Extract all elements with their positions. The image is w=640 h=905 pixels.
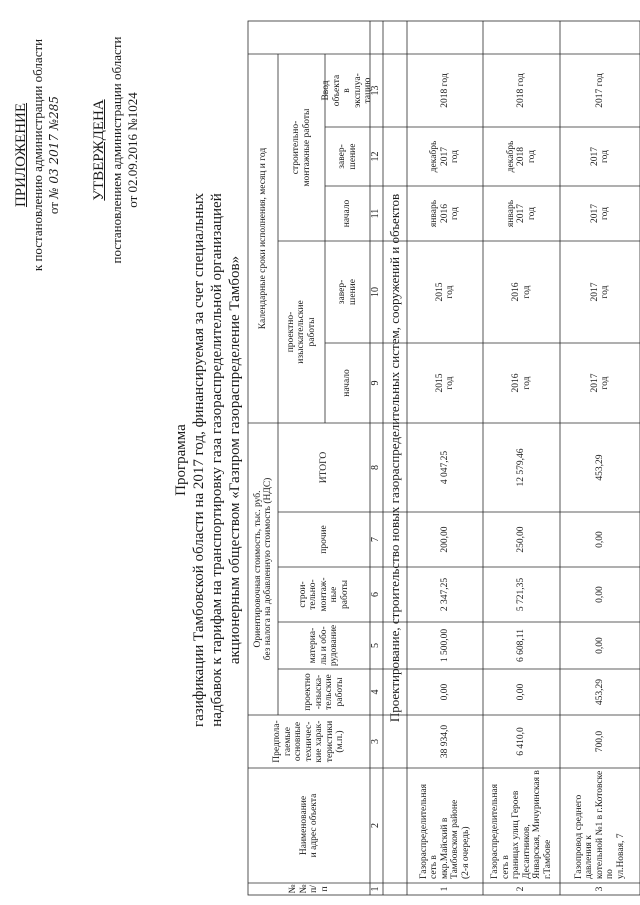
colnum-3: 3 bbox=[370, 739, 382, 744]
row-commission: 2018 год bbox=[439, 73, 450, 108]
header-design-cost: проектно -изыска- тельские работы bbox=[303, 673, 345, 711]
row-design-end: 2017 год bbox=[589, 282, 610, 302]
colnum-8: 8 bbox=[370, 465, 382, 470]
colnum-7: 7 bbox=[370, 537, 382, 542]
row-total: 4 047,25 bbox=[439, 450, 450, 485]
row-commission: 2018 год bbox=[516, 73, 527, 108]
row-build-end: декабрь 2017 год bbox=[429, 140, 461, 173]
handwritten-date-number: № 03 2017 №285 bbox=[47, 95, 61, 199]
header-commission: Ввод объекта в эксплуа- тацию bbox=[321, 73, 374, 108]
row-design-end: 2015 год bbox=[434, 282, 455, 302]
row-construction: 5 721,35 bbox=[516, 577, 527, 612]
approved-decree: от 02.09.2016 №1024 bbox=[125, 92, 140, 208]
row-name: Газораспределительная сеть в границах улиц Героев Десантников, Январская, Мичуринская в г.Тамбове bbox=[490, 770, 553, 879]
program-subtitle-line3: акционерным обществом «Газпром газораспределение Тамбов» bbox=[227, 255, 243, 665]
approved-line: постановлением администрации области bbox=[109, 36, 124, 264]
row-name: Газопровод среднего давления к котельной №1 в г.Котовске по ул.Новая, 7 bbox=[573, 770, 626, 879]
colnum-13: 13 bbox=[370, 85, 382, 96]
header-params: Предпола- гаемые основные техничес- кие харак- теристики (м.п.) bbox=[272, 720, 346, 763]
colnum-9: 9 bbox=[370, 380, 382, 386]
header-design-works: проектно- изыскательские работы bbox=[285, 300, 317, 364]
colnum-6: 6 bbox=[370, 592, 382, 597]
row-design-end: 2016 год bbox=[511, 282, 532, 302]
row-build-start: январь 2017 год bbox=[505, 199, 537, 228]
colnum-5: 5 bbox=[370, 643, 382, 648]
row-num: 1 bbox=[439, 886, 450, 892]
header-cost-group: Ориентировочная стоимость, тыс. руб. без налога на добавленную стоимость (НДС) bbox=[252, 477, 273, 661]
row-design-cost: 0,00 bbox=[439, 683, 450, 701]
row-build-end: 2017 год bbox=[589, 147, 610, 166]
colnum-1: 1 bbox=[370, 886, 382, 892]
row-params: 700,0 bbox=[594, 730, 605, 753]
row-num: 2 bbox=[516, 886, 527, 892]
appendix-line: к постановлению администрации области bbox=[30, 38, 45, 272]
row-other: 250,00 bbox=[516, 526, 527, 553]
header-build-end: завер- шение bbox=[337, 143, 358, 170]
row-name: Газораспределительная сеть в мкр.Майский в Тамбовском районе (2-я очередь) bbox=[418, 783, 471, 879]
row-params: 38 934,0 bbox=[439, 724, 450, 759]
appendix-date-prefix: от bbox=[46, 202, 61, 215]
header-construction: строи- тельно- монтаж- ные работы bbox=[297, 577, 350, 612]
row-materials: 1 500,00 bbox=[439, 628, 450, 663]
row-params: 6 410,0 bbox=[516, 727, 527, 756]
header-total: ИТОГО bbox=[318, 451, 329, 484]
header-build-start: начало bbox=[342, 199, 353, 228]
row-design-cost: 453,29 bbox=[594, 678, 605, 706]
row-build-start: 2017 год bbox=[589, 204, 610, 223]
header-design-end: завер- шение bbox=[337, 279, 358, 305]
row-materials: 0,00 bbox=[594, 637, 605, 654]
section-title: Проектирование, строительство новых газораспределительных систем, сооружений и объектов bbox=[386, 193, 402, 723]
header-design-start: начало bbox=[342, 369, 353, 397]
program-subtitle-line2: надбавок к тарифам на транспортировку газа газораспределительной организацией bbox=[209, 193, 225, 727]
row-build-end: декабрь 2018 год bbox=[505, 140, 537, 173]
row-design-start: 2016 год bbox=[511, 373, 532, 393]
approved-title: УТВЕРЖДЕНА bbox=[91, 99, 107, 201]
colnum-10: 10 bbox=[370, 287, 382, 297]
header-materials: материа- лы и обо- рудование bbox=[308, 624, 340, 667]
row-num: 3 bbox=[594, 886, 605, 892]
colnum-12: 12 bbox=[370, 151, 382, 162]
header-construction-works: строительно- монтажные работы bbox=[291, 108, 312, 187]
header-other: прочие bbox=[318, 525, 329, 554]
row-construction: 2 347,25 bbox=[439, 577, 450, 612]
colnum-2: 2 bbox=[370, 823, 382, 828]
row-design-start: 2017 год bbox=[589, 373, 610, 393]
row-other: 0,00 bbox=[594, 531, 605, 548]
row-other: 200,00 bbox=[439, 526, 450, 553]
header-name: Наименование и адрес объекта bbox=[298, 793, 319, 858]
row-total: 12 579,46 bbox=[516, 448, 527, 487]
colnum-11: 11 bbox=[370, 208, 382, 219]
row-design-cost: 0,00 bbox=[516, 683, 527, 701]
row-design-start: 2015 год bbox=[434, 373, 455, 393]
colnum-4: 4 bbox=[370, 689, 382, 695]
program-subtitle-line1: газификации Тамбовской области на 2017 год, финансируемая за счет специальных bbox=[191, 192, 207, 728]
header-schedule-group: Календарные сроки исполнения, месяц и год bbox=[257, 147, 268, 330]
row-commission: 2017 год bbox=[594, 73, 605, 108]
row-construction: 0,00 bbox=[594, 586, 605, 603]
row-build-start: январь 2016 год bbox=[429, 199, 461, 228]
appendix-title: ПРИЛОЖЕНИЕ bbox=[13, 102, 29, 208]
header-num: № № п/п bbox=[288, 884, 330, 894]
row-materials: 6 608,11 bbox=[516, 629, 527, 662]
row-total: 453,29 bbox=[594, 454, 605, 481]
program-title: Программа bbox=[173, 424, 189, 496]
